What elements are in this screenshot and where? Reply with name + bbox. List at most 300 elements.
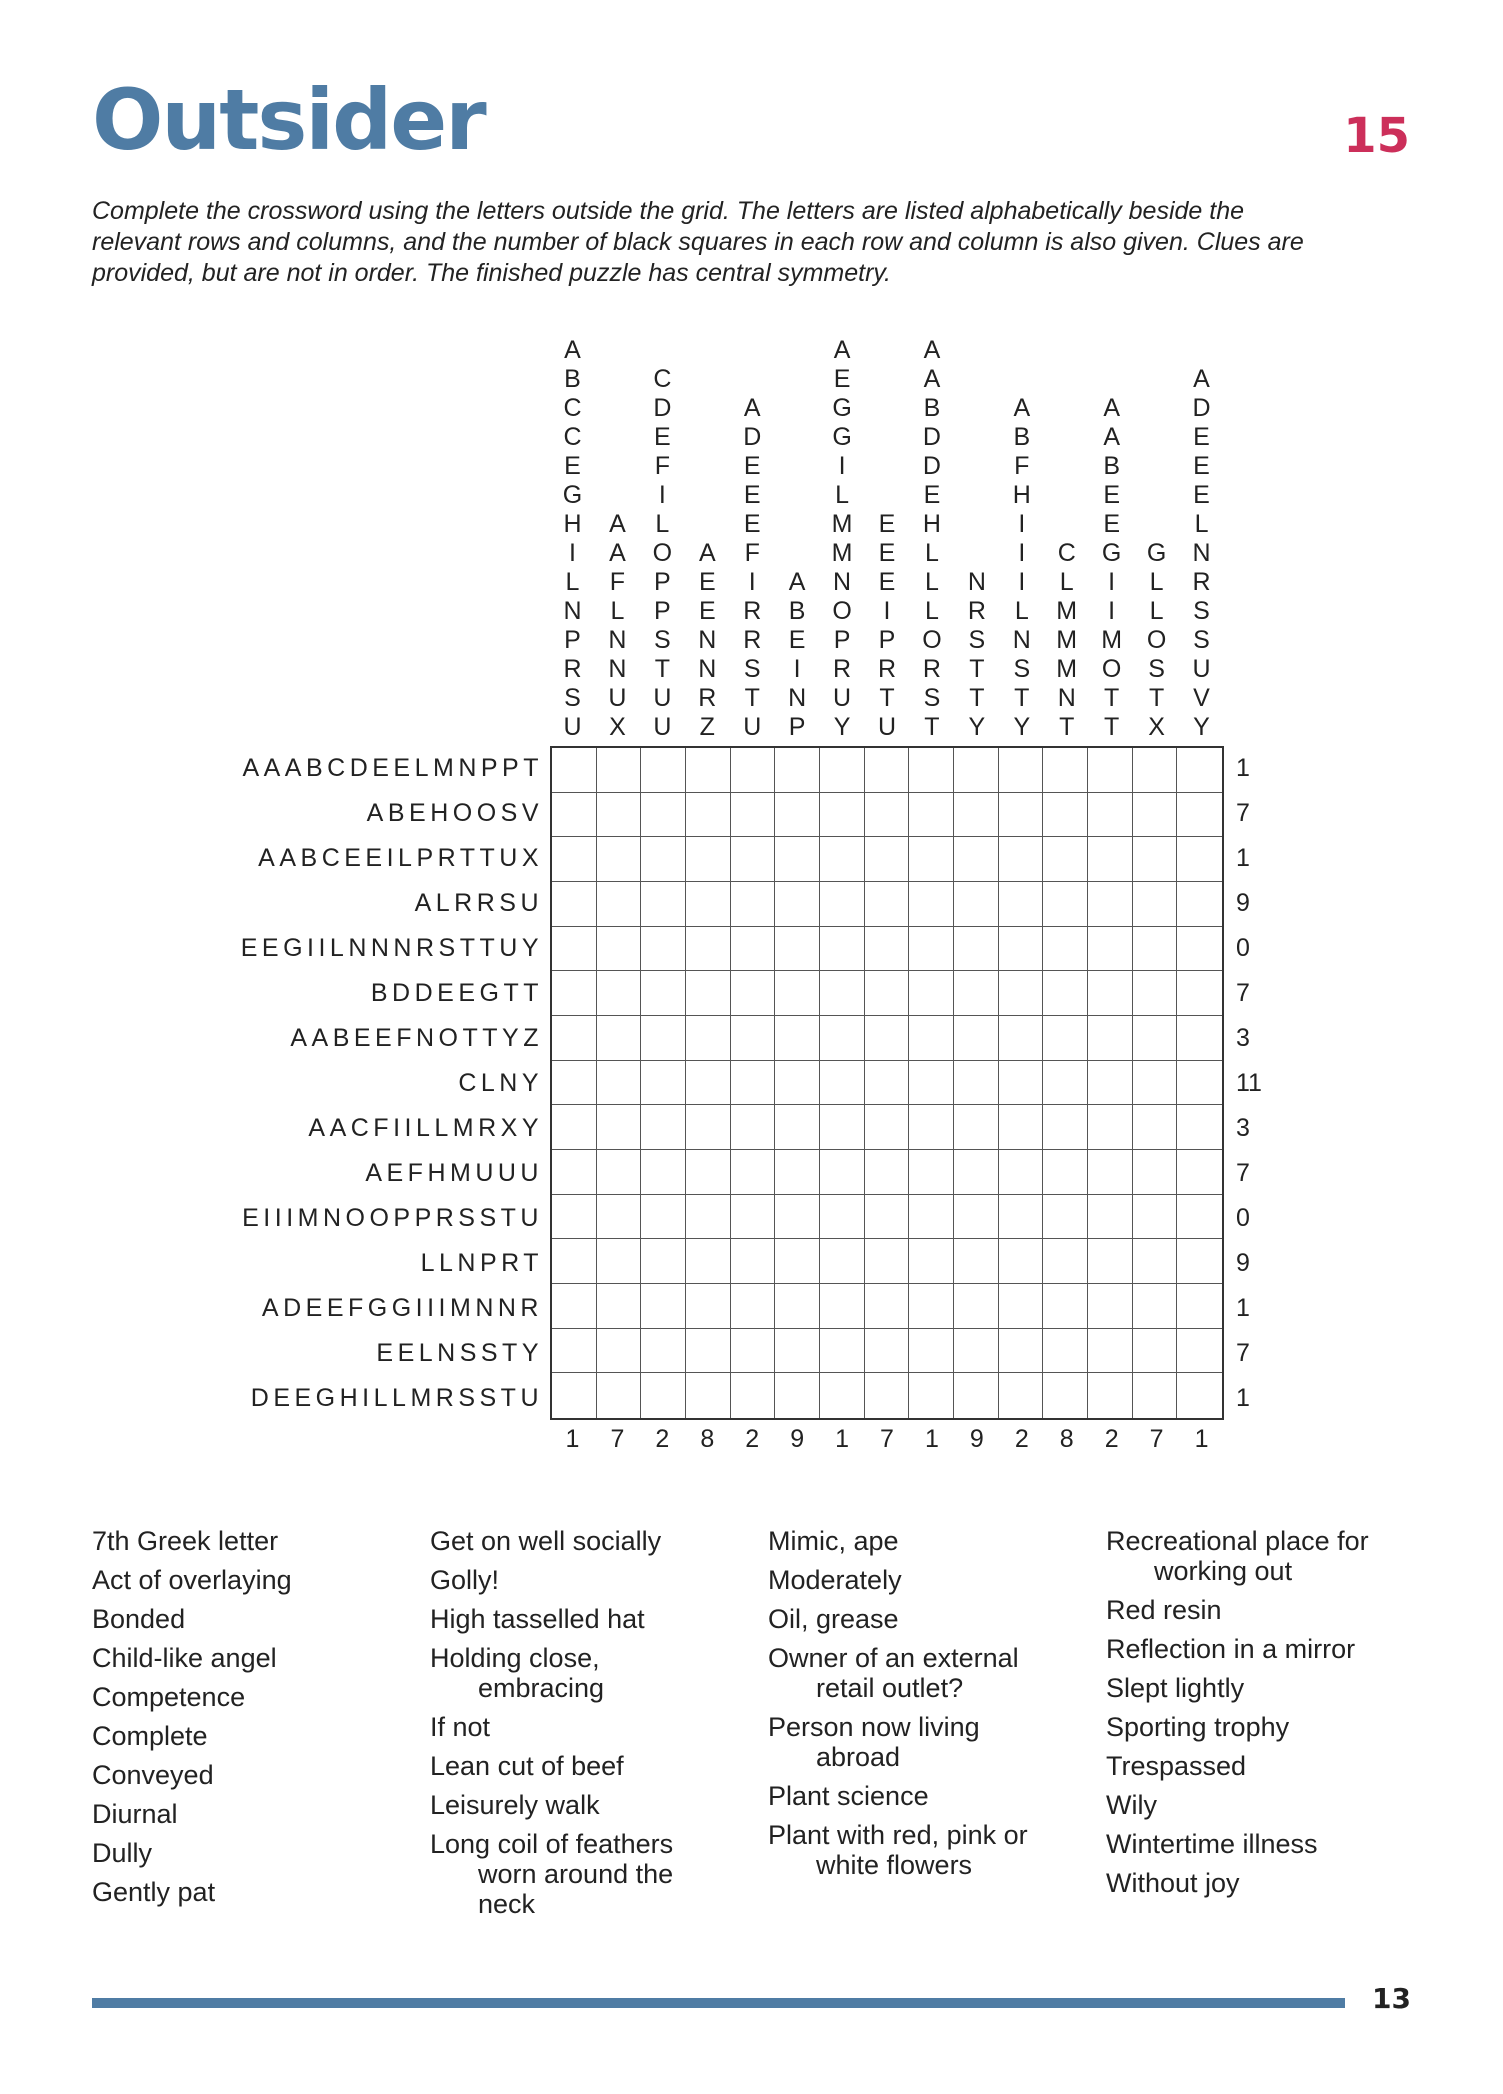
grid-cell[interactable]	[1043, 1195, 1088, 1240]
grid-cell[interactable]	[1133, 1239, 1178, 1284]
grid-cell[interactable]	[909, 1329, 954, 1374]
clue	[92, 1799, 422, 1829]
grid-cell[interactable]	[954, 1284, 999, 1329]
column-letter: P	[788, 713, 806, 741]
grid-cell[interactable]	[775, 882, 820, 927]
grid-cell[interactable]	[999, 1105, 1044, 1150]
grid-cell[interactable]	[1088, 837, 1133, 882]
row-black-count: 1	[1236, 754, 1250, 782]
grid-cell[interactable]	[552, 837, 597, 882]
grid-cell[interactable]	[909, 1239, 954, 1284]
grid-cell[interactable]	[999, 1239, 1044, 1284]
grid-cell[interactable]	[731, 1150, 776, 1195]
grid-cell[interactable]	[1133, 1150, 1178, 1195]
grid-cell[interactable]	[686, 1373, 731, 1418]
grid-cell[interactable]	[999, 793, 1044, 838]
grid-cell[interactable]	[820, 793, 865, 838]
grid-cell[interactable]	[597, 793, 642, 838]
grid-cell[interactable]	[820, 1150, 865, 1195]
grid-cell[interactable]	[641, 1239, 686, 1284]
column-letters	[730, 394, 775, 742]
grid-cell[interactable]	[552, 971, 597, 1016]
grid-cell[interactable]	[954, 1105, 999, 1150]
grid-cell[interactable]	[597, 1284, 642, 1329]
grid-cell[interactable]	[597, 1150, 642, 1195]
grid-cell[interactable]	[1177, 1016, 1222, 1061]
column-letter: H	[563, 510, 582, 538]
grid-cell[interactable]	[597, 882, 642, 927]
grid-cell[interactable]	[731, 1239, 776, 1284]
column-letter: N	[1192, 539, 1211, 567]
column-letter: M	[831, 510, 853, 538]
grid-cell[interactable]	[1088, 1105, 1133, 1150]
grid-cell[interactable]	[865, 1239, 910, 1284]
grid-cell[interactable]	[1177, 1150, 1222, 1195]
grid-cell[interactable]	[1133, 1105, 1178, 1150]
grid-cell[interactable]	[1177, 1329, 1222, 1374]
grid-cell[interactable]	[1177, 1105, 1222, 1150]
grid-cell[interactable]	[1088, 1329, 1133, 1374]
grid-cell[interactable]	[1043, 1239, 1088, 1284]
clue	[768, 1781, 1098, 1811]
grid-cell[interactable]	[731, 971, 776, 1016]
column-black-count: 7	[880, 1425, 894, 1453]
grid-cell[interactable]	[999, 1373, 1044, 1418]
grid-cell[interactable]	[686, 882, 731, 927]
grid-cell[interactable]	[999, 927, 1044, 972]
clue	[430, 1604, 760, 1634]
grid-cell[interactable]	[820, 748, 865, 793]
grid-cell[interactable]	[1088, 971, 1133, 1016]
grid-cell[interactable]	[820, 1329, 865, 1374]
grid-cell[interactable]	[641, 837, 686, 882]
clue	[430, 1712, 760, 1742]
grid-cell[interactable]	[954, 1373, 999, 1418]
grid-cell[interactable]	[641, 882, 686, 927]
grid-cell[interactable]	[597, 837, 642, 882]
column-black-count: 9	[969, 1425, 984, 1453]
column-letter: E	[654, 423, 671, 451]
grid-cell[interactable]	[1177, 1284, 1222, 1329]
row-black-count: 7	[1236, 1339, 1250, 1367]
grid-cell[interactable]	[999, 1150, 1044, 1195]
grid-cell[interactable]	[552, 1061, 597, 1106]
grid-cell[interactable]	[865, 927, 910, 972]
clue	[92, 1682, 422, 1712]
grid-cell[interactable]	[641, 1195, 686, 1240]
clue	[1106, 1751, 1436, 1781]
grid-cell[interactable]	[1088, 927, 1133, 972]
grid-cell[interactable]	[820, 1373, 865, 1418]
grid-cell[interactable]	[731, 1195, 776, 1240]
row-letters: AABEEFNOTTYZ	[290, 1024, 543, 1052]
row-black-count: 7	[1236, 979, 1250, 1007]
clue	[768, 1565, 1098, 1595]
grid-cell[interactable]	[775, 748, 820, 793]
grid-cell[interactable]	[865, 882, 910, 927]
grid-cell[interactable]	[552, 1284, 597, 1329]
clue	[430, 1526, 760, 1556]
grid-cell[interactable]	[1043, 882, 1088, 927]
grid-cell[interactable]	[597, 1061, 642, 1106]
column-letter: G	[832, 394, 852, 422]
column-black-count: 2	[1014, 1425, 1029, 1453]
grid-cell[interactable]	[686, 1195, 731, 1240]
clue-text: Wintertime illness	[1106, 1829, 1318, 1859]
grid-cell[interactable]	[1043, 748, 1088, 793]
grid-cell[interactable]	[1133, 927, 1178, 972]
grid-cell[interactable]	[552, 1105, 597, 1150]
column-letter: U	[877, 713, 897, 741]
clue-text: Get on well socially	[430, 1526, 662, 1556]
grid-cell[interactable]	[552, 1373, 597, 1418]
column-letter: I	[1018, 510, 1026, 538]
grid-cell[interactable]	[954, 927, 999, 972]
row-letters: CLNY	[458, 1069, 543, 1097]
grid-cell[interactable]	[641, 1329, 686, 1374]
clue-column-1	[92, 1526, 422, 1916]
grid-cell[interactable]	[1177, 1239, 1222, 1284]
grid-cell[interactable]	[1043, 927, 1088, 972]
grid-cell[interactable]	[686, 1061, 731, 1106]
column-letter: Y	[968, 713, 986, 741]
grid-cell[interactable]	[731, 793, 776, 838]
grid-cell[interactable]	[999, 1061, 1044, 1106]
clue	[430, 1643, 760, 1703]
grid-cell[interactable]	[865, 1284, 910, 1329]
grid-cell[interactable]	[641, 1061, 686, 1106]
grid-cell[interactable]	[552, 882, 597, 927]
grid-cell[interactable]	[597, 1195, 642, 1240]
grid-cell[interactable]	[909, 1061, 954, 1106]
grid-cell[interactable]	[1088, 1239, 1133, 1284]
grid-cell[interactable]	[1088, 1150, 1133, 1195]
grid-cell[interactable]	[641, 1016, 686, 1061]
grid-cell[interactable]	[731, 882, 776, 927]
grid-cell[interactable]	[686, 971, 731, 1016]
grid-cell[interactable]	[865, 748, 910, 793]
grid-cell[interactable]	[686, 1105, 731, 1150]
grid-cell[interactable]	[731, 837, 776, 882]
grid-cell[interactable]	[909, 1195, 954, 1240]
grid-cell[interactable]	[641, 971, 686, 1016]
grid-cell[interactable]	[1133, 837, 1178, 882]
grid-cell[interactable]	[820, 1061, 865, 1106]
grid-cell[interactable]	[909, 927, 954, 972]
column-letter: I	[1018, 539, 1026, 567]
clue-text: Oil, grease	[768, 1604, 899, 1634]
grid-cell[interactable]	[731, 1329, 776, 1374]
grid-cell[interactable]	[775, 793, 820, 838]
grid-cell[interactable]	[597, 748, 642, 793]
grid-cell[interactable]	[909, 971, 954, 1016]
grid-cell[interactable]	[686, 1329, 731, 1374]
grid-cell[interactable]	[865, 1105, 910, 1150]
grid-cell[interactable]	[1133, 1373, 1178, 1418]
grid-cell[interactable]	[954, 793, 999, 838]
grid-cell[interactable]	[820, 971, 865, 1016]
grid-cell[interactable]	[1088, 1373, 1133, 1418]
grid-cell[interactable]	[1133, 1016, 1178, 1061]
grid-cell[interactable]	[731, 1105, 776, 1150]
grid-cell[interactable]	[999, 971, 1044, 1016]
grid-cell[interactable]	[999, 748, 1044, 793]
grid-cell[interactable]	[1043, 1329, 1088, 1374]
grid-cell[interactable]	[909, 748, 954, 793]
grid-cell[interactable]	[1043, 1284, 1088, 1329]
grid-cell[interactable]	[1088, 748, 1133, 793]
column-letters	[1089, 394, 1134, 742]
grid-cell[interactable]	[686, 748, 731, 793]
grid-cell[interactable]	[731, 1373, 776, 1418]
grid-cell[interactable]	[686, 1284, 731, 1329]
grid-cell[interactable]	[731, 1284, 776, 1329]
grid-cell[interactable]	[954, 1329, 999, 1374]
grid-cell[interactable]	[731, 1016, 776, 1061]
grid-cell[interactable]	[775, 1061, 820, 1106]
grid-cell[interactable]	[820, 927, 865, 972]
row-black-count: 7	[1236, 1159, 1250, 1187]
column-letter: Z	[699, 713, 715, 741]
grid-cell[interactable]	[731, 927, 776, 972]
grid-cell[interactable]	[552, 793, 597, 838]
clue-text-continued: working out	[1154, 1556, 1293, 1586]
grid-cell[interactable]	[820, 1284, 865, 1329]
grid-cell[interactable]	[1043, 1373, 1088, 1418]
grid-cell[interactable]	[820, 882, 865, 927]
grid-cell[interactable]	[820, 1105, 865, 1150]
grid-cell[interactable]	[775, 1373, 820, 1418]
grid-cell[interactable]	[1043, 793, 1088, 838]
column-letter: N	[833, 568, 852, 596]
grid-cell[interactable]	[597, 1329, 642, 1374]
grid-cell[interactable]	[775, 1150, 820, 1195]
grid-cell[interactable]	[641, 1105, 686, 1150]
grid-cell[interactable]	[820, 837, 865, 882]
column-letter: T	[654, 655, 670, 683]
column-letter: E	[1193, 423, 1210, 451]
grid-cell[interactable]	[1088, 882, 1133, 927]
column-letter: P	[564, 626, 581, 654]
grid-cell[interactable]	[641, 748, 686, 793]
clue	[768, 1526, 1098, 1556]
grid-cell[interactable]	[999, 1329, 1044, 1374]
grid-cell[interactable]	[865, 1016, 910, 1061]
clue	[92, 1838, 422, 1868]
grid-cell[interactable]	[820, 1239, 865, 1284]
column-letter: P	[654, 568, 671, 596]
grid-cell[interactable]	[552, 748, 597, 793]
grid-cell[interactable]	[775, 1195, 820, 1240]
grid-cell[interactable]	[1043, 1105, 1088, 1150]
grid-cell[interactable]	[954, 1150, 999, 1195]
grid-cell[interactable]	[865, 1195, 910, 1240]
grid-cell[interactable]	[641, 1284, 686, 1329]
grid-cell[interactable]	[1177, 1061, 1222, 1106]
column-letter: T	[1148, 684, 1165, 712]
grid-cell[interactable]	[954, 837, 999, 882]
grid-cell[interactable]	[597, 1239, 642, 1284]
column-black-count: 7	[1149, 1425, 1164, 1453]
grid-cell[interactable]	[641, 1373, 686, 1418]
row-letters: EEGIILNNNRSTTUY	[240, 934, 543, 962]
grid-cell[interactable]	[552, 1016, 597, 1061]
grid-cell[interactable]	[775, 1105, 820, 1150]
column-letter: T	[1104, 713, 1120, 741]
grid-cell[interactable]	[820, 1195, 865, 1240]
column-letter: U	[653, 684, 672, 712]
clue-text: Leisurely walk	[430, 1790, 600, 1820]
grid-cell[interactable]	[641, 927, 686, 972]
column-letters	[1044, 539, 1089, 742]
grid-cell[interactable]	[1043, 971, 1088, 1016]
column-letter: U	[563, 713, 582, 741]
grid-cell[interactable]	[1133, 1284, 1178, 1329]
grid-cell[interactable]	[641, 1150, 686, 1195]
column-letter: N	[1057, 684, 1076, 712]
grid-cell[interactable]	[909, 1284, 954, 1329]
grid-cell[interactable]	[552, 1195, 597, 1240]
grid-cell[interactable]	[686, 1016, 731, 1061]
grid-cell[interactable]	[999, 1016, 1044, 1061]
column-letter: L	[924, 568, 939, 596]
row-letters: ABEHOOSV	[366, 799, 543, 827]
grid-cell[interactable]	[775, 1284, 820, 1329]
grid-cell[interactable]	[999, 882, 1044, 927]
grid-cell[interactable]	[865, 971, 910, 1016]
grid-cell[interactable]	[1177, 882, 1222, 927]
grid-cell[interactable]	[954, 971, 999, 1016]
clue	[430, 1751, 760, 1781]
column-letter: R	[743, 597, 762, 625]
grid-cell[interactable]	[1088, 1284, 1133, 1329]
grid-cell[interactable]	[909, 1105, 954, 1150]
column-letter: R	[877, 655, 897, 683]
grid-cell[interactable]	[1133, 1195, 1178, 1240]
grid-cell[interactable]	[597, 1105, 642, 1150]
grid-cell[interactable]	[1177, 1195, 1222, 1240]
grid-cell[interactable]	[865, 837, 910, 882]
grid-cell[interactable]	[1177, 748, 1222, 793]
crossword-grid[interactable]	[550, 746, 1224, 1420]
grid-cell[interactable]	[1043, 1150, 1088, 1195]
grid-cell[interactable]	[775, 1016, 820, 1061]
grid-cell[interactable]	[1133, 971, 1178, 1016]
grid-cell[interactable]	[1133, 793, 1178, 838]
grid-cell[interactable]	[1043, 1016, 1088, 1061]
grid-cell[interactable]	[597, 1016, 642, 1061]
grid-cell[interactable]	[731, 1061, 776, 1106]
grid-cell[interactable]	[1177, 927, 1222, 972]
grid-cell[interactable]	[1177, 971, 1222, 1016]
grid-cell[interactable]	[775, 927, 820, 972]
grid-cell[interactable]	[865, 793, 910, 838]
grid-cell[interactable]	[775, 837, 820, 882]
column-letter: T	[744, 684, 760, 712]
grid-cell[interactable]	[999, 1284, 1044, 1329]
grid-cell[interactable]	[909, 882, 954, 927]
grid-cell[interactable]	[909, 837, 954, 882]
grid-cell[interactable]	[775, 1329, 820, 1374]
clue-text: Diurnal	[92, 1799, 178, 1829]
column-letter: L	[1194, 510, 1209, 538]
grid-cell[interactable]	[909, 793, 954, 838]
grid-cell[interactable]	[909, 1150, 954, 1195]
column-letter: L	[924, 539, 939, 567]
grid-cell[interactable]	[865, 1329, 910, 1374]
grid-cell[interactable]	[954, 1239, 999, 1284]
grid-cell[interactable]	[552, 927, 597, 972]
grid-cell[interactable]	[1177, 793, 1222, 838]
grid-cell[interactable]	[1177, 837, 1222, 882]
grid-cell[interactable]	[552, 1150, 597, 1195]
grid-cell[interactable]	[1133, 748, 1178, 793]
grid-cell[interactable]	[775, 1239, 820, 1284]
grid-cell[interactable]	[731, 748, 776, 793]
grid-cell[interactable]	[597, 1373, 642, 1418]
grid-cell[interactable]	[909, 1373, 954, 1418]
grid-cell[interactable]	[686, 927, 731, 972]
grid-cell[interactable]	[865, 1061, 910, 1106]
grid-cell[interactable]	[1133, 882, 1178, 927]
grid-cell[interactable]	[597, 927, 642, 972]
grid-cell[interactable]	[865, 1373, 910, 1418]
grid-cell[interactable]	[597, 971, 642, 1016]
grid-cell[interactable]	[686, 793, 731, 838]
column-letter: P	[878, 626, 896, 654]
column-letters	[640, 365, 685, 742]
column-letter: B	[788, 597, 806, 625]
grid-cell[interactable]	[954, 748, 999, 793]
grid-cell[interactable]	[552, 1239, 597, 1284]
grid-cell[interactable]	[909, 1016, 954, 1061]
grid-cell[interactable]	[1133, 1329, 1178, 1374]
grid-cell[interactable]	[686, 837, 731, 882]
column-letter: A	[1103, 394, 1120, 422]
grid-cell[interactable]	[999, 1195, 1044, 1240]
grid-cell[interactable]	[1088, 793, 1133, 838]
grid-cell[interactable]	[775, 971, 820, 1016]
grid-cell[interactable]	[954, 882, 999, 927]
column-letter: O	[922, 626, 942, 654]
grid-cell[interactable]	[820, 1016, 865, 1061]
column-letter: L	[1149, 568, 1164, 596]
grid-cell[interactable]	[1177, 1373, 1222, 1418]
grid-cell[interactable]	[641, 793, 686, 838]
grid-cell[interactable]	[1088, 1195, 1133, 1240]
clue-text: Plant science	[768, 1781, 929, 1811]
clue-text: Bonded	[92, 1604, 186, 1634]
grid-cell[interactable]	[1133, 1061, 1178, 1106]
grid-cell[interactable]	[954, 1016, 999, 1061]
grid-cell[interactable]	[1043, 837, 1088, 882]
row-black-count: 3	[1236, 1024, 1250, 1052]
grid-cell[interactable]	[1088, 1016, 1133, 1061]
grid-cell[interactable]	[1043, 1061, 1088, 1106]
column-letter: O	[1146, 626, 1167, 654]
clue-text: Child-like angel	[92, 1643, 277, 1673]
grid-cell[interactable]	[999, 837, 1044, 882]
column-black-count: 8	[1059, 1425, 1074, 1453]
grid-cell[interactable]	[552, 1329, 597, 1374]
grid-cell[interactable]	[954, 1195, 999, 1240]
grid-cell[interactable]	[865, 1150, 910, 1195]
grid-cell[interactable]	[1088, 1061, 1133, 1106]
grid-cell[interactable]	[686, 1150, 731, 1195]
clue	[1106, 1829, 1436, 1859]
grid-cell[interactable]	[954, 1061, 999, 1106]
grid-cell[interactable]	[686, 1239, 731, 1284]
